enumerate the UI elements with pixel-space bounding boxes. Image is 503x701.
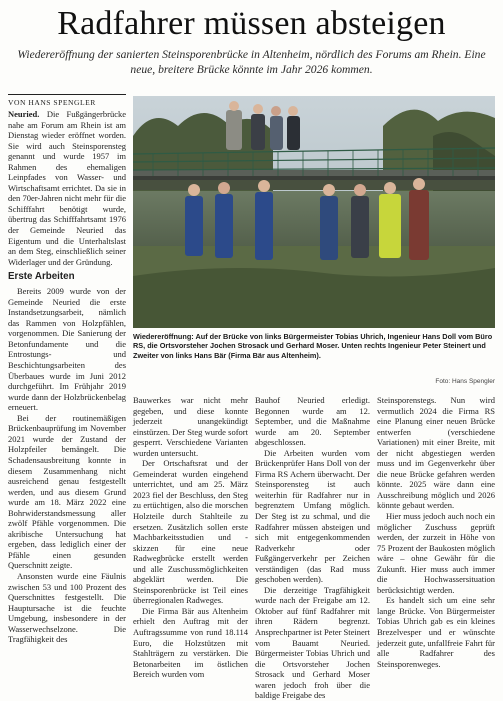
article-column-3 — [255, 395, 370, 701]
lead-text: Die Fußgängerbrücke nahe am Forum am Rhein ist am Dienstag wieder eröffnet worden. Sie wird auch Steinsporensteg genannt und wurde 1957 im Rahmen des ehemaligen Leinpfades von Wasser- und Wirtschaftsamt errichtet. Da sie in den 70er-Jahren nicht mehr für die Schifffahrt benötigt wurde, übertrug das Schifffahrtsamt 1976 der Gemeinde Neuried das Eigentum und die Unterhaltslast an dem Steg, einschließlich seiner Widerlager und der Gründung. — [8, 109, 126, 267]
article-column-4 — [377, 395, 495, 669]
paragraph: Bauhof Neuried erledigt. Begonnen wurde am 12. September, und die Maßnahme wurde am 20. September abgeschlossen. — [255, 395, 370, 448]
paragraph: Die derzeitige Tragfähigkeit wurde nach der Freigabe am 12. Oktober auf fünf Radfahrer mit ihren Rädern begrenzt. Ansprechpartner ist Peter Steinert vom Bauamt Neuried. Bürgermeister Tobias Uhrich und die Ortsvorsteher Jochen Strosack und Gerhard Moser waren jedoch froh über die baldige Freigabe des — [255, 584, 370, 701]
article-column-1 — [8, 109, 126, 645]
headline: Radfahrer müssen absteigen — [57, 5, 446, 42]
subheadline: Wiedereröffnung der sanierten Steinsporenbrücke in Altenheim, nördlich des Forums am Rhein. Eine neue, breitere Brücke könnte im Jahr 2026 kommen. — [17, 48, 486, 76]
paragraph: Die Arbeiten wurden vom Brückenprüfer Hans Doll von der Firma RS Achern überwacht. Der Steinsporensteg ist auch weiterhin für Radfahrer nur in begrenztem Umfang möglich. Der Steg ist zu schmal, und die Radfahrer müssen absteigen und sich mit entgegenkommenden Radverkehr oder Fußgängerverkehr per Zeichen verständigen (das Rad muss geschoben werden). — [255, 447, 370, 585]
byline-rule — [8, 94, 126, 95]
paragraph: Es handelt sich um eine sehr lange Brücke. Von Bürgermeister Tobias Uhrich gab es ein kleines Brezelvesper und er wünschte jederzeit gute, unfallfreie Fahrt für alle Radfahrer des Steinsporenweges. — [377, 595, 495, 669]
paragraph: Hier muss jedoch auch noch ein möglicher Zuschuss geprüft werden, der zurzeit in Höhe von 75 Prozent der Baukosten möglich wäre – ohne Gewähr für die Zukunft. Hier muss auch immer die Hochwassersituation berücksichtigt werden. — [377, 511, 495, 595]
paragraph: Bereits 2009 wurde von der Gemeinde Neuried die erste Instandsetzungsarbeit, nämlich das Rammen von Holzpfählen, vorgenommen. Die Sanierung der Betonfundamente und die Entrostungs- und Beschichtungsarbeiten des Überbaues wurde im Juni 2012 durchgeführt. Im Frühjahr 2019 wurde dann der Holzbrückenbelag erneuert. — [8, 286, 126, 413]
paragraph: Bauwerkes war nicht mehr gegeben, und diese konnte jederzeit unangekündigt einstürzen. Der Steg wurde sofort gesperrt. Verschiedene Varianten wurden untersucht. — [133, 395, 248, 458]
photo-caption: Wiedereröffnung: Auf der Brücke von links Bürgermeister Tobias Uhrich, Ingenieur Hans Doll vom Büro RS, die Ortsvorsteher Jochen Strosack und Gerhard Moser. Unten rechts Ingenieur Peter Steinert und Zweiter von links Hans Bär (Firma Bär aus Altenheim). — [133, 332, 493, 360]
photo-bridge-group-image — [133, 96, 495, 328]
paragraph: Der Ortschaftsrat und der Gemeinderat wurden eingehend unterrichtet, und am 25. März 2023 fiel der Beschluss, den Steg zu ertüchtigen, also die morschen Holzteile durch Stahlteile zu ersetzen. Zusätzlich sollen erste Machbarkeitsstudien und -skizzen für eine neue Radwegbrücke erstellt werden und alle Zuschussmöglichkeiten abgeklärt werden. Die Steinsporenbrücke ist Teil eines überregionalen Radweges. — [133, 458, 248, 606]
paragraph: Die Firma Bär aus Altenheim erhielt den Auftrag mit der Auftragssumme von rund 18.114 Euro, die Holzstützen mit Stahlträgern zu verstärken. Die Betonarbeiten im östlichen Bereich wurden vom — [133, 605, 248, 680]
byline-block — [8, 94, 126, 108]
article-photo — [133, 96, 495, 328]
lead-paragraph — [8, 109, 126, 267]
paragraph: Bei der routinemäßigen Brückenbauprüfung im November 2021 wurde der Zustand der Holzpfeiler bemängelt. Die Schadensausbreitung konnte in diesem Zusammenhang nicht ausreichend genau festgestellt werden, und aus diesem Grund wurde am 18. März 2022 eine Bohrwiderstandsmessung aller zwölf Pfähle vorgenommen. Die akribische Untersuchung hat ergeben, dass lediglich einer der Pfähle einen gesunden Querschnitt zeigte. — [8, 412, 126, 571]
photo-credit: Foto: Hans Spengler — [435, 378, 495, 385]
dateline: Neuried. — [8, 109, 40, 119]
section-heading-erste-arbeiten: Erste Arbeiten — [8, 271, 75, 283]
paragraph: Steinsporenstegs. Nun wird vermutlich 2024 die Firma RS eine Planung einer neuen Brücke entwerfen (verschiedene Variationen) mit einer Breite, mit der nicht abgestiegen werden muss und im Gegenverkehr über die neue Brücke gefahren werden könnte. 2025 wäre dann eine Ausschreibung möglich und 2026 könnte gebaut werden. — [377, 395, 495, 511]
paragraph: Ansonsten wurde eine Fäulnis zwischen 53 und 100 Prozent des Querschnittes festgestellt. Die Hauptursache ist die feuchte Umgebung, insbesondere in der Wasserwechselzone. Die Tragfähigkeit des — [8, 570, 126, 645]
byline: VON HANS SPENGLER — [8, 98, 96, 107]
article-column-2 — [133, 395, 248, 680]
